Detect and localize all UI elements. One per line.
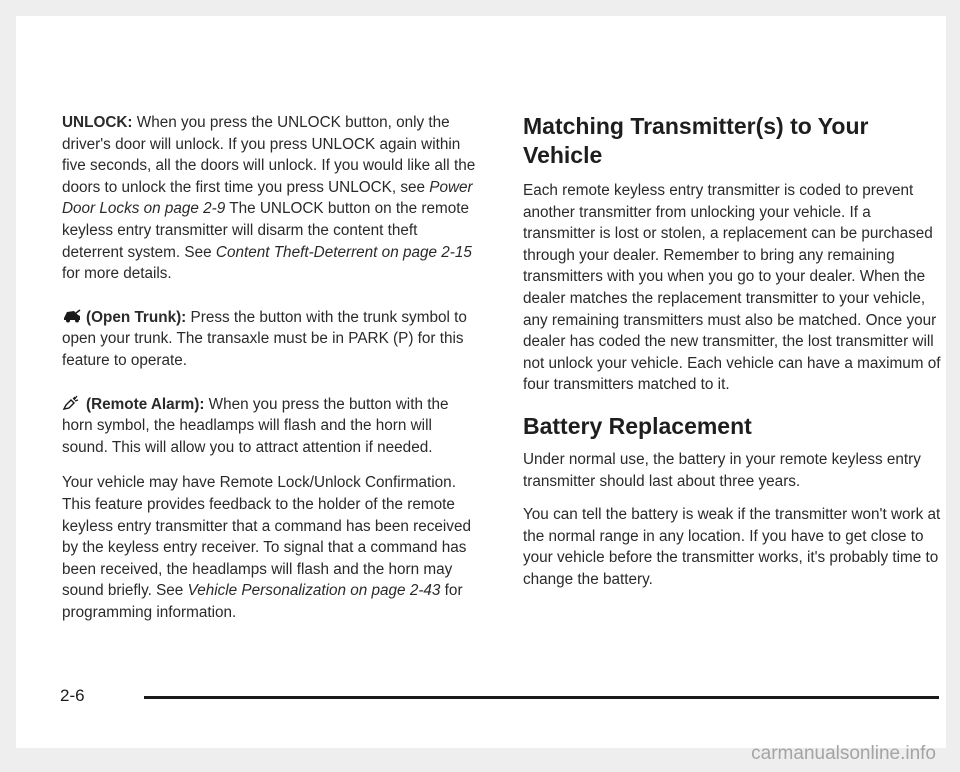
right-column [523,112,943,591]
matching-paragraph: Each remote keyless entry transmitter is coded to prevent another transmitter from unlocking your vehicle. If a transmitter is lost or stolen, a replacement can be purchased through your dealer. Remember to bring any remaining transmitters with you when you go to your dealer. When the dealer matches the replacement transmitter to your vehicle, any remaining transmitters must also be matched. Once your dealer has coded the new transmitter, the lost transmitter will not unlock your vehicle. Each vehicle can have a maximum of four transmitters matched to it. [523,182,941,394]
open-trunk-paragraph [62,307,480,372]
remote-alarm-paragraph [62,394,480,459]
open-trunk-term: (Open Trunk): [86,308,187,326]
left-column [62,112,480,623]
unlock-term: UNLOCK: [62,114,133,131]
horn-icon [62,395,80,411]
content-theft-ref: Content Theft-Deterrent on page 2-15 [215,243,472,261]
unlock-text-1: When you press the UNLOCK button, only the driver's door will unlock. If you press UNLOCK again within five seconds, all the doors will unlock. If you would like all the doors to unlock the first time you press UNLOCK, see [62,114,476,196]
battery-paragraph-1: Under normal use, the battery in your remote keyless entry transmitter should last about three years. [523,450,921,490]
remote-alarm-text: When you press the button with the horn symbol, the headlamps will flash and the horn will sound. This will allow you to attract attention if needed. [62,395,449,456]
battery-heading: Battery Replacement [523,412,752,439]
trunk-icon [62,308,82,322]
matching-heading: Matching Transmitter(s) to Your Vehicle [523,113,869,168]
watermark: carmanualsonline.info [751,743,936,764]
open-trunk-text: Press the button with the trunk symbol to open your trunk. The transaxle must be in PARK (P) for this feature to operate. [62,308,467,369]
remote-alarm-term: (Remote Alarm): [86,395,205,413]
confirmation-paragraph [62,472,480,623]
footer-rule [144,696,939,699]
power-door-locks-ref: Power Door Locks on page 2-9 [62,178,473,218]
confirmation-text-1: Your vehicle may have Remote Lock/Unlock Confirmation. This feature provides feedback to the holder of the remote keyless entry transmitter that a command has been received by the keyless entry receiver. To signal that a command has been received, the headlamps will flash and the horn may sound briefly. See [62,474,471,600]
page-number: 2-6 [60,686,85,705]
manual-page [16,16,946,748]
unlock-paragraph [62,112,480,285]
unlock-text-2: The UNLOCK button on the remote keyless entry transmitter will disarm the content theft deterrent system. See [62,200,470,261]
confirmation-text-2: for programming information. [62,582,463,621]
battery-paragraph-2: You can tell the battery is weak if the transmitter won't work at the normal range in any location. If you have to get close to your vehicle before the transmitter works, it's probably time to change the battery. [523,506,941,588]
unlock-text-3: for more details. [62,265,172,283]
vehicle-personalization-ref: Vehicle Personalization on page 2-43 [187,582,441,600]
